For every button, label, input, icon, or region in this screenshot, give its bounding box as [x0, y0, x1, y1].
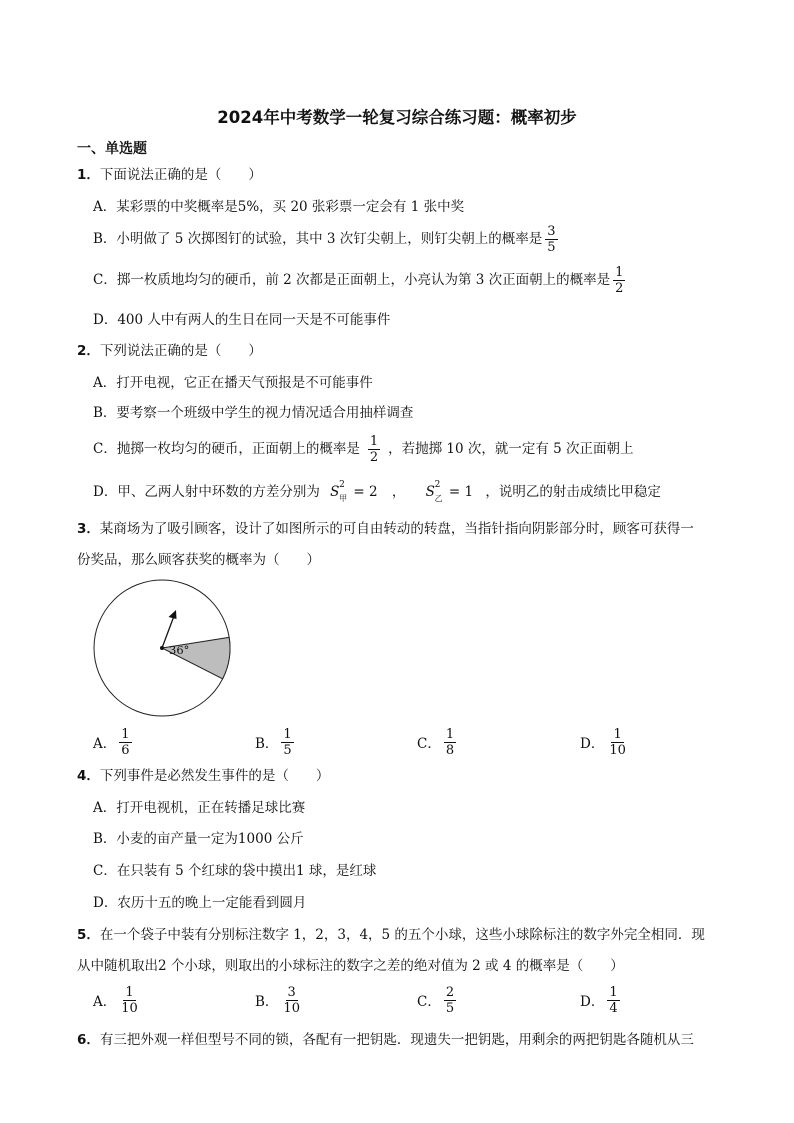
variance-jia [330, 480, 378, 503]
option-label: A． [93, 736, 117, 752]
denominator: 2 [615, 281, 624, 296]
variance-value: = 1 [448, 484, 474, 500]
angle-label: 36° [169, 643, 190, 657]
question-stem: 下面说法正确的是（ ） [99, 167, 262, 183]
fraction [613, 265, 625, 296]
denominator: 10 [283, 1000, 300, 1016]
question-stem: 某商场为了吸引顾客，设计了如图所示的可自由转动的转盘，当指针指向阴影部分时，顾客可获得一 [99, 521, 694, 537]
option-text: B．小明做了 5 次掷图钉的试验，其中 3 次钉尖朝上，则钉尖朝上的概率是 [93, 231, 543, 247]
question-number: 5． [77, 927, 100, 943]
numerator: 2 [445, 984, 455, 1000]
q1-option-b [93, 224, 561, 255]
fraction [119, 727, 131, 758]
question-1 [77, 166, 262, 184]
question-number: 3． [77, 521, 100, 537]
denominator: 2 [369, 450, 379, 465]
option-label: C． [417, 994, 441, 1010]
denominator: 5 [283, 742, 292, 758]
q1-option-d: D．400 人中有两人的生日在同一天是不可能事件 [93, 312, 391, 328]
superscript: 2 [434, 480, 441, 490]
option-label: B． [255, 994, 279, 1010]
option-label: B． [255, 736, 279, 752]
q2-option-b: B．要考察一个班级中学生的视力情况适合用抽样调查 [93, 405, 414, 421]
q4-option-d: D．农历十五的晚上一定能看到圆月 [93, 895, 307, 911]
option-label: D． [580, 736, 605, 752]
variance-symbol: S [330, 484, 340, 500]
variance-symbol: S [425, 484, 435, 500]
question-number: 1． [77, 167, 100, 183]
q2-option-a: A．打开电视，它正在播天气预报是不可能事件 [93, 375, 373, 391]
fraction [545, 224, 557, 255]
q3-option-a [93, 722, 135, 762]
denominator: 8 [445, 742, 455, 758]
denominator: 5 [547, 240, 556, 255]
fraction [281, 985, 302, 1016]
option-text: ，说明乙的射击成绩比甲稳定 [485, 484, 661, 500]
subscript: 甲 [339, 494, 348, 503]
fraction [119, 985, 140, 1016]
numerator: 1 [125, 984, 134, 1000]
option-text: ，若抛掷 10 次，就一定有 5 次正面朝上 [388, 441, 634, 457]
option-label: C． [417, 736, 441, 752]
q5-options [93, 980, 713, 1020]
question-2 [77, 342, 262, 360]
option-text: D．甲、乙两人射中环数的方差分别为 [93, 484, 320, 500]
denominator: 6 [121, 742, 130, 758]
q1-option-c [93, 265, 628, 296]
section-heading: 一、单选题 [77, 141, 147, 157]
q4-option-c: C．在只装有 5 个红球的袋中摸出1 球，是红球 [93, 863, 377, 879]
question-stem: 下列说法正确的是（ ） [99, 343, 262, 359]
numerator: 1 [369, 434, 379, 449]
q1-option-a: A．某彩票的中奖概率是5%，买 20 张彩票一定会有 1 张中奖 [93, 199, 465, 215]
question-3 [77, 520, 694, 538]
option-label: D． [580, 994, 605, 1010]
question-5-line-2: 从中随机取出2 个小球，则取出的小球标注的数字之差的绝对值为 2 或 4 的概率是（ ） [77, 958, 624, 974]
fraction [368, 434, 380, 465]
q5-option-d [580, 980, 623, 1020]
q3-option-b [255, 722, 297, 762]
q4-option-b: B．小麦的亩产量一定为1000 公斤 [93, 831, 304, 847]
question-number: 4． [77, 768, 100, 784]
question-number: 2． [77, 343, 100, 359]
question-stem: 有三把外观一样但型号不同的锁，各配有一把钥匙．现遗失一把钥匙，用剩余的两把钥匙各随机从三 [99, 1032, 694, 1048]
question-4 [77, 767, 329, 785]
question-6 [77, 1031, 694, 1049]
q5-option-c [417, 980, 459, 1020]
q3-option-c [417, 722, 459, 762]
variance-value: = 2 [353, 484, 378, 500]
q3-options [93, 722, 713, 762]
variance-yi [425, 480, 474, 503]
question-5 [77, 926, 705, 944]
numerator: 1 [615, 265, 624, 280]
numerator: 3 [547, 224, 556, 239]
q5-option-a [93, 980, 143, 1020]
numerator: 1 [613, 726, 622, 742]
superscript: 2 [339, 480, 345, 490]
numerator: 1 [121, 726, 130, 742]
question-3-line-2: 份奖品，那么顾客获奖的概率为（ ） [77, 552, 320, 568]
fraction [281, 727, 293, 758]
fraction [444, 727, 456, 758]
q5-option-b [255, 980, 305, 1020]
q4-option-a: A．打开电视机，正在转播足球比赛 [93, 800, 306, 816]
denominator: 10 [121, 1000, 138, 1016]
option-text: C．掷一枚质地均匀的硬币，前 2 次都是正面朝上，小亮认为第 3 次正面朝上的概率是 [93, 272, 611, 288]
separator: ， [391, 484, 406, 500]
question-stem: 在一个袋子中装有分别标注数字 1，2，3，4，5 的五个小球，这些小球除标注的数字外完全相同．现 [99, 927, 705, 943]
numerator: 1 [283, 726, 292, 742]
denominator: 10 [609, 742, 626, 758]
denominator: 5 [445, 1000, 455, 1016]
question-stem: 下列事件是必然发生事件的是（ ） [99, 768, 330, 784]
spinner-figure [90, 578, 240, 720]
spinner-center-dot [160, 646, 164, 650]
subscript: 乙 [434, 494, 443, 503]
page-title: 2024年中考数学一轮复习综合练习题：概率初步 [217, 108, 577, 127]
denominator: 4 [609, 1000, 618, 1016]
numerator: 1 [609, 984, 618, 1000]
q3-option-d [580, 722, 631, 762]
numerator: 1 [445, 726, 455, 742]
q2-option-d [93, 480, 661, 503]
option-label: A． [93, 994, 117, 1010]
fraction [607, 985, 619, 1016]
fraction [607, 727, 628, 758]
option-text: C．抛掷一枚均匀的硬币，正面朝上的概率是 [93, 441, 360, 457]
question-number: 6． [77, 1032, 100, 1048]
q2-option-c [93, 434, 634, 465]
numerator: 3 [287, 984, 296, 1000]
fraction [444, 985, 456, 1016]
